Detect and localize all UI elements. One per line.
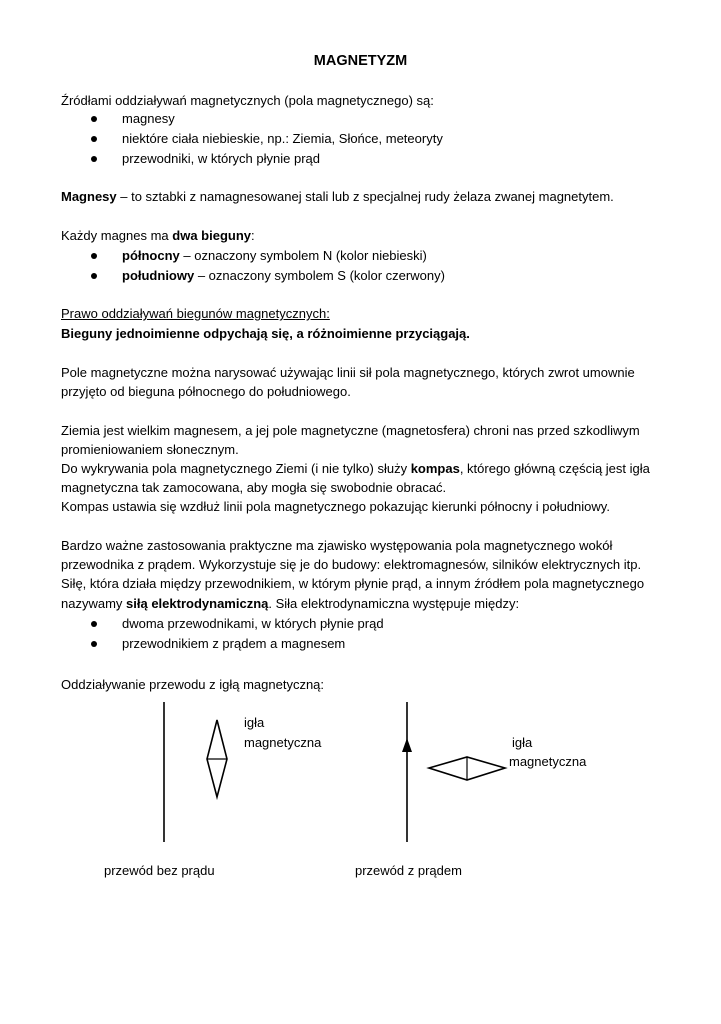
paragraph-line: Pole magnetyczne można narysować używając linii sił pola magnetycznego, których zwrot umownie (61, 365, 635, 380)
needle-label: igła (512, 735, 533, 750)
law-heading: Prawo oddziaływań biegunów magnetycznych: (61, 306, 330, 321)
poles-intro-pre: Każdy magnes ma (61, 228, 173, 243)
page-title: MAGNETYZM (313, 53, 408, 69)
paragraph-line: promieniowaniem słonecznym. (61, 442, 239, 457)
list-item: przewodnikiem z prądem a magnesem (122, 636, 346, 651)
poles-intro-post: : (251, 228, 255, 243)
pole-desc: – oznaczony symbolem S (kolor czerwony) (194, 268, 445, 283)
list-item: dwoma przewodnikami, w których płynie prąd (122, 616, 384, 631)
text-span: Do wykrywania pola magnetycznego Ziemi (i nie tylko) służy (61, 461, 411, 476)
text-span: nazywamy (61, 596, 127, 611)
needle-label: magnetyczna (509, 754, 587, 769)
pole-name: południowy (122, 268, 195, 283)
poles-intro-bold: dwa bieguny (172, 228, 252, 243)
paragraph-line: przewodnika z prądem. Wykorzystuje się je do budowy: elektromagnesów, silników elektrycznych itp. (61, 557, 642, 572)
paragraph-line: Siłę, która działa między przewodnikiem, w którym płynie prąd, a innym źródłem pola magnetycznego (61, 576, 645, 591)
magnetic-needle-vertical (207, 720, 227, 797)
needle-label: magnetyczna (244, 735, 322, 750)
intro-text: Źródłami oddziaływań magnetycznych (pola magnetycznego) są: (61, 93, 434, 108)
paragraph-line: Bardzo ważne zastosowania praktyczne ma zjawisko występowania pola magnetycznego wokół (61, 538, 613, 553)
caption-left: przewód bez prądu (104, 863, 215, 878)
magnets-term: Magnesy (61, 189, 117, 204)
paragraph-line: przyjęto od bieguna północnego do południowego. (61, 384, 351, 399)
list-item: magnesy (122, 111, 175, 126)
current-arrow-icon (402, 738, 412, 752)
list-item: niektóre ciała niebieskie, np.: Ziemia, Słońce, meteoryty (122, 131, 443, 146)
interaction-heading: Oddziaływanie przewodu z igłą magnetyczną: (61, 677, 325, 692)
text-span: . Siła elektrodynamiczna występuje między: (268, 596, 520, 611)
force-term: siłą elektrodynamiczną (126, 596, 269, 611)
caption-right: przewód z prądem (355, 863, 462, 878)
needle-label: igła (244, 715, 265, 730)
pole-desc: – oznaczony symbolem N (kolor niebieski) (179, 248, 427, 263)
pole-name: północny (122, 248, 180, 263)
paragraph-line: magnetyczna tak zamocowana, aby mogła się swobodnie obracać. (61, 480, 447, 495)
text-span: , którego główną częścią jest igła (459, 461, 650, 476)
law-text: Bieguny jednoimienne odpychają się, a różnoimienne przyciągają. (61, 326, 470, 341)
magnets-text: – to sztabki z namagnesowanej stali lub z specjalnej rudy żelaza zwanej magnetytem. (116, 189, 614, 204)
list-item: przewodniki, w których płynie prąd (122, 151, 320, 166)
paragraph-line: Kompas ustawia się wzdłuż linii pola magnetycznego pokazując kierunki północny i południowy. (61, 499, 610, 514)
magnetic-needle-horizontal (429, 757, 505, 780)
compass-term: kompas (410, 461, 460, 476)
paragraph-line: Ziemia jest wielkim magnesem, a jej pole magnetyczne (magnetosfera) chroni nas przed szkodliwym (61, 423, 640, 438)
